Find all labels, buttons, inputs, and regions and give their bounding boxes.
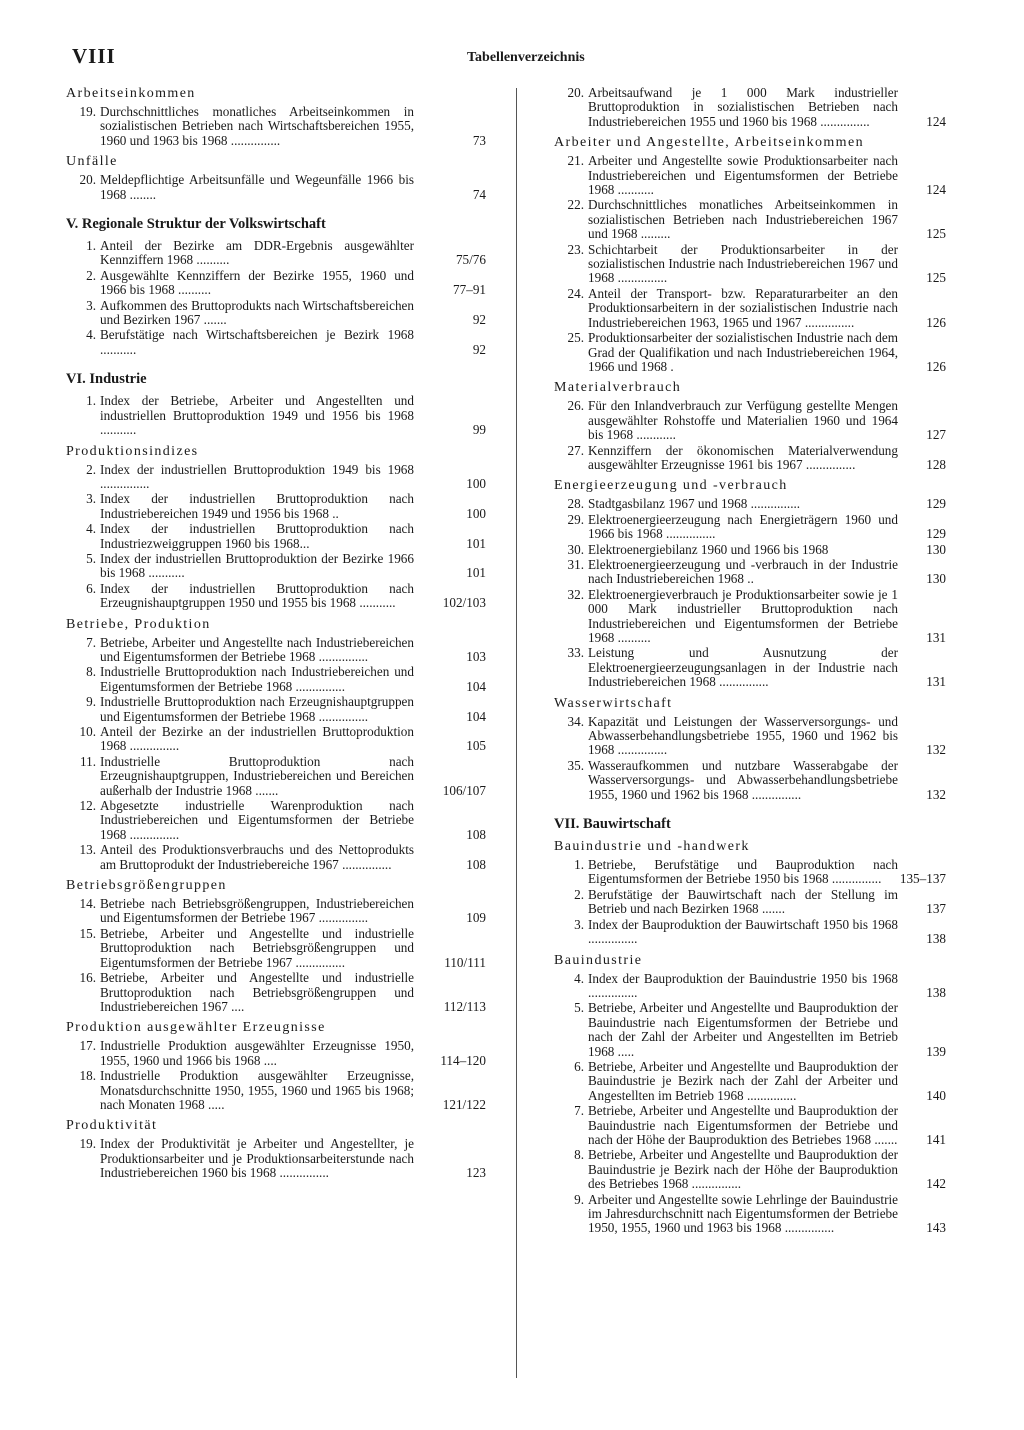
entry-title: Betriebe, Arbeiter und Angestellte und industrielle Bruttoproduktion nach Betriebsgrößengruppen und Eigentumsformen der Betriebe 1967 ...............: [100, 925, 414, 970]
subsection-heading: Wasserwirtschaft: [554, 695, 673, 711]
toc-entry: [60, 971, 486, 1014]
entry-title: Index der industriellen Bruttoproduktion nach Erzeugnishauptgruppen 1950 und 1955 bis 1968 ...........: [100, 580, 414, 611]
entry-number: 3.: [86, 491, 96, 507]
entry-number: 4.: [86, 521, 96, 537]
entry-number: 27.: [567, 442, 584, 458]
entry-title: Wasseraufkommen und nutzbare Wasserabgabe der Wasserversorgungs- und Abwasserbehandlungsbetriebe 1955, 1960 und 1962 bis 1968 ...............: [588, 757, 898, 802]
toc-entry: [548, 399, 946, 442]
subsection-heading: Energieerzeugung und -verbrauch: [554, 478, 788, 494]
entry-number: 1.: [86, 238, 96, 254]
entry-number: 4.: [574, 970, 584, 986]
entry-title: Betriebe, Arbeiter und Angestellte und Bauproduktion der Bauindustrie nach Eigentumsformen der Betriebe und nach der Höhe der Bauproduktion des Betriebes 1968 .......: [588, 1103, 898, 1147]
entry-page: 130: [926, 571, 946, 587]
toc-entry: [548, 513, 946, 542]
entry-title: Index der Produktivität je Arbeiter und Angestellter, je Produktionsarbeiter und je Produktionsarbeiterstunde nach Industriebereichen 1960 bis 1968 ...............: [100, 1136, 414, 1181]
entry-title: Index der Betriebe, Arbeiter und Angestellten und industriellen Bruttoproduktion 1949 und 1956 bis 1968 ...........: [100, 393, 414, 438]
column-divider: [516, 88, 517, 1378]
entry-page: 138: [926, 984, 946, 1000]
toc-entry: [60, 843, 486, 872]
entry-page: 74: [472, 186, 486, 202]
toc-entry: [548, 154, 946, 197]
entry-number: 3.: [86, 297, 96, 313]
entry-title: Betriebe, Arbeiter und Angestellte und Bauproduktion der Bauindustrie je Bezirk nach der Zahl der Arbeiter und Angestellten im Betrieb 1968 ...............: [588, 1058, 898, 1103]
subsection-heading: Materialverbrauch: [554, 380, 682, 396]
toc-entry: [60, 105, 486, 148]
entry-title: Elektroenergiebilanz 1960 und 1966 bis 1968: [588, 541, 829, 557]
toc-entry: [60, 755, 486, 798]
toc-entry: [548, 972, 946, 1001]
toc-entry: [548, 918, 946, 947]
toc-entry: [548, 858, 946, 887]
toc-entry: [548, 1001, 946, 1059]
toc-entry: [548, 588, 946, 646]
entry-number: 7.: [86, 634, 96, 650]
entry-page: 131: [926, 674, 946, 690]
entry-number: 30.: [567, 541, 584, 557]
entry-title: Industrielle Bruttoproduktion nach Industriebereichen und Eigentumsformen der Betriebe 1968 ...............: [100, 664, 414, 694]
subsection-heading: Betriebe, Produktion: [66, 616, 211, 632]
entry-page: 135–137: [899, 871, 946, 887]
entry-title: Index der industriellen Bruttoproduktion nach Industriebereichen 1949 und 1956 bis 1968 ..: [100, 491, 414, 521]
entry-page: 101: [466, 535, 486, 551]
subsection-heading: Unfälle: [66, 154, 118, 170]
entry-number: 6.: [574, 1058, 584, 1074]
entry-page: 104: [466, 678, 486, 694]
entry-title: Industrielle Produktion ausgewählter Erzeugnisse, Monatsdurchschnitte 1950, 1955, 1960 und 1965 bis 1968; nach Monaten 1968 .....: [100, 1068, 414, 1112]
entry-page: 123: [466, 1165, 486, 1181]
entry-number: 11.: [80, 753, 96, 769]
entry-number: 33.: [567, 645, 584, 661]
toc-entry: [548, 497, 946, 511]
entry-page: 100: [466, 505, 486, 521]
entry-number: 21.: [567, 153, 584, 169]
entry-page: 124: [926, 182, 946, 198]
toc-entry: [60, 725, 486, 754]
entry-number: 4.: [86, 327, 96, 343]
entry-number: 10.: [79, 724, 96, 739]
page-number: VIII: [72, 44, 116, 68]
subsection-heading: Bauindustrie: [554, 952, 643, 968]
entry-title: Aufkommen des Bruttoprodukts nach Wirtschaftsbereichen und Bezirken 1967 .......: [100, 297, 414, 328]
toc-entry: [60, 582, 486, 611]
toc-entry: [60, 299, 486, 328]
entry-number: 6.: [86, 580, 96, 596]
entry-page: 101: [466, 565, 486, 581]
entry-title: Produktionsarbeiter der sozialistischen Industrie nach dem Grad der Qualifikation und nach Industriebereichen 1964, 1966 und 1968 .: [588, 330, 898, 374]
entry-number: 31.: [567, 556, 584, 572]
toc-entry: [60, 636, 486, 665]
toc-entry: [60, 897, 486, 926]
entry-page: 127: [926, 427, 946, 443]
entry-number: 15.: [79, 925, 96, 941]
entry-title: Durchschnittliches monatliches Arbeitseinkommen in sozialistischen Betrieben nach Wirtschaftsbereichen 1955, 1960 und 1963 bis 1968 ...............: [100, 104, 414, 148]
entry-page: 100: [466, 475, 486, 491]
entry-number: 3.: [574, 916, 584, 932]
entry-number: 28.: [567, 496, 584, 512]
entry-title: Anteil des Produktionsverbrauchs und des Nettoprodukts am Bruttoprodukt der Industriebereiche 1967 ...............: [100, 842, 414, 872]
entry-page: 132: [926, 786, 946, 802]
entry-title: Index der industriellen Bruttoproduktion nach Industriezweiggruppen 1960 bis 1968...: [100, 521, 414, 551]
entry-number: 5.: [86, 550, 96, 566]
entry-number: 25.: [567, 330, 584, 346]
entry-page: 140: [926, 1087, 946, 1103]
toc-entry: [548, 287, 946, 330]
toc-entry: [60, 1137, 486, 1180]
toc-entry: [548, 646, 946, 689]
entry-number: 9.: [86, 694, 96, 710]
toc-entry: [60, 269, 486, 298]
toc-entry: [60, 1039, 486, 1068]
entry-title: Index der industriellen Bruttoproduktion der Bezirke 1966 bis 1968 ...........: [100, 550, 414, 581]
entry-number: 29.: [567, 511, 584, 527]
entry-page: 108: [466, 856, 486, 872]
entry-title: Betriebe nach Betriebsgrößengruppen, Industriebereichen und Eigentumsformen der Betriebe 1967 ...............: [100, 896, 414, 926]
toc-entry: [60, 1069, 486, 1112]
entry-title: Stadtgasbilanz 1967 und 1968 ...............: [588, 496, 801, 512]
entry-number: 26.: [567, 398, 584, 414]
entry-title: Durchschnittliches monatliches Arbeitseinkommen in sozialistischen Betrieben nach Industriebereichen 1967 und 1968 .........: [588, 197, 898, 242]
entry-number: 2.: [86, 461, 96, 477]
entry-number: 5.: [574, 1000, 584, 1016]
entry-number: 17.: [79, 1038, 96, 1054]
entry-title: Index der Bauproduktion der Bauwirtschaft 1950 bis 1968 ...............: [588, 916, 898, 947]
entry-title: Für den Inlandverbrauch zur Verfügung gestellte Mengen ausgewählter Rohstoffe und Materialien 1960 und 1964 bis 1968 ............: [588, 398, 898, 443]
entry-page: 77–91: [453, 282, 486, 298]
entry-title: Meldepflichtige Arbeitsunfälle und Wegeunfälle 1966 bis 1968 ........: [100, 172, 414, 202]
entry-page: 128: [926, 456, 946, 472]
entry-number: 1.: [86, 393, 96, 409]
entry-title: Arbeiter und Angestellte sowie Produktionsarbeiter nach Industriebereichen und Eigentumsformen der Betriebe 1968 ...........: [588, 153, 898, 198]
entry-number: 20.: [79, 172, 96, 188]
toc-entry: [60, 552, 486, 581]
toc-entry: [60, 173, 486, 202]
toc-entry: [548, 444, 946, 473]
entry-page: 99: [472, 422, 486, 438]
entry-page: 92: [472, 312, 486, 328]
toc-entry: [548, 243, 946, 286]
toc-entry: [548, 543, 946, 557]
entry-title: Berufstätige der Bauwirtschaft nach der Stellung im Betrieb und nach Bezirken 1968 .......: [588, 886, 898, 917]
right-column: [548, 86, 946, 1237]
toc-entry: [60, 799, 486, 842]
entry-title: Arbeiter und Angestellte sowie Lehrlinge der Bauindustrie im Jahresdurchschnitt nach Eigentumsformen der Betriebe 1950, 1955, 1960 und 1963 bis 1968 ...............: [588, 1191, 898, 1236]
toc-entry: [548, 198, 946, 241]
entry-number: 32.: [567, 586, 584, 602]
entry-page: 121/122: [442, 1096, 486, 1112]
toc-entry: [60, 665, 486, 694]
toc-entry: [548, 1104, 946, 1147]
entry-page: 109: [466, 910, 486, 926]
subsection-heading: Produktionsindizes: [66, 443, 199, 459]
entry-page: 126: [926, 314, 946, 330]
entry-page: 125: [926, 270, 946, 286]
left-column: [60, 86, 486, 1182]
entry-number: 19.: [79, 1136, 96, 1152]
entry-title: Anteil der Transport- bzw. Reparaturarbeiter an den Produktionsarbeitern in der sozialistischen Industrie nach Industriebereichen 1963, 1965 und 1967 ...............: [588, 285, 898, 330]
entry-page: 106/107: [442, 782, 486, 798]
section-heading: VI. Industrie: [66, 371, 147, 388]
toc-entry: [548, 1060, 946, 1103]
toc-entry: [548, 86, 946, 129]
entry-title: Elektroenergieerzeugung nach Energieträgern 1960 und 1966 bis 1968 ...............: [588, 511, 898, 542]
entry-title: Berufstätige nach Wirtschaftsbereichen je Bezirk 1968 ...........: [100, 327, 414, 357]
entry-number: 20.: [567, 85, 584, 100]
entry-page: 103: [466, 648, 486, 664]
entry-title: Index der Bauproduktion der Bauindustrie 1950 bis 1968 ...............: [588, 970, 898, 1000]
entry-title: Anteil der Bezirke am DDR-Ergebnis ausgewählter Kennziffern 1968 ..........: [100, 238, 414, 268]
toc-entry: [548, 558, 946, 587]
entry-page: 126: [926, 358, 946, 374]
entry-number: 34.: [567, 713, 584, 729]
entry-title: Elektroenergieerzeugung und -verbrauch in der Industrie nach Industriebereichen 1968 ..: [588, 556, 898, 587]
entry-page: 129: [926, 496, 946, 512]
subsection-heading: Bauindustrie und -handwerk: [554, 839, 750, 855]
entry-number: 2.: [86, 267, 96, 283]
toc-entry: [548, 1193, 946, 1236]
entry-number: 19.: [79, 104, 96, 119]
entry-page: 137: [926, 901, 946, 917]
subsection-heading: Produktion ausgewählter Erzeugnisse: [66, 1020, 326, 1036]
entry-number: 23.: [567, 241, 584, 257]
entry-number: 22.: [567, 197, 584, 213]
entry-page: 142: [926, 1176, 946, 1192]
entry-title: Betriebe, Arbeiter und Angestellte und Bauproduktion der Bauindustrie je Bezirk nach der Höhe der Bauproduktion des Betriebes 1968 ...............: [588, 1147, 898, 1192]
entry-page: 112/113: [443, 998, 486, 1014]
entry-page: 131: [926, 630, 946, 645]
entry-number: 8.: [86, 664, 96, 680]
section-heading: VII. Bauwirtschaft: [554, 816, 671, 833]
toc-entry: [60, 239, 486, 268]
entry-page: 132: [926, 742, 946, 758]
entry-number: 18.: [79, 1068, 96, 1084]
entry-page: 92: [472, 341, 486, 357]
entry-number: 7.: [574, 1103, 584, 1119]
entry-number: 8.: [574, 1147, 584, 1163]
entry-title: Betriebe, Arbeiter und Angestellte nach Industriebereichen und Eigentumsformen der Betriebe 1968 ...............: [100, 634, 414, 664]
entry-page: 124: [926, 113, 946, 129]
entry-page: 110/111: [444, 954, 486, 970]
entry-page: 125: [926, 226, 946, 242]
entry-title: Kennziffern der ökonomischen Materialverwendung ausgewählter Erzeugnisse 1961 bis 1967 ...............: [588, 442, 898, 472]
entry-number: 14.: [79, 896, 96, 912]
toc-entry: [548, 1148, 946, 1191]
entry-page: 108: [466, 826, 486, 842]
toc-entry: [60, 522, 486, 551]
toc-entry: [548, 331, 946, 374]
toc-entry: [548, 715, 946, 758]
toc-entry: [60, 492, 486, 521]
entry-number: 1.: [574, 857, 584, 873]
entry-page: 114–120: [440, 1052, 486, 1068]
entry-title: Betriebe, Arbeiter und Angestellte und industrielle Bruttoproduktion nach Betriebsgrößengruppen und Industriebereichen 1967 ....: [100, 970, 414, 1014]
entry-title: Abgesetzte industrielle Warenproduktion nach Industriebereichen und Eigentumsformen der Betriebe 1968 ...............: [100, 798, 414, 842]
entry-title: Arbeitsaufwand je 1 000 Mark industrieller Bruttoproduktion in sozialistischen Betrieben nach Industriebereichen 1955 und 1960 bis 1968 ...............: [588, 85, 898, 129]
subsection-heading: Betriebsgrößengruppen: [66, 878, 227, 894]
entry-number: 16.: [79, 970, 96, 986]
entry-page: 130: [926, 541, 946, 557]
entry-title: Index der industriellen Bruttoproduktion 1949 bis 1968 ...............: [100, 461, 414, 491]
entry-page: 138: [926, 931, 946, 947]
entry-number: 13.: [79, 842, 96, 858]
entry-title: Industrielle Produktion ausgewählter Erzeugnisse 1950, 1955, 1960 und 1966 bis 1968 ....: [100, 1038, 414, 1068]
toc-entry: [60, 927, 486, 970]
entry-title: Industrielle Bruttoproduktion nach Erzeugnishauptgruppen, Industriebereichen und Bereichen außerhalb der Industrie 1968 .......: [100, 753, 414, 798]
entry-number: 24.: [567, 285, 584, 301]
toc-entry: [548, 888, 946, 917]
toc-entry: [60, 328, 486, 357]
entry-page: 141: [926, 1131, 946, 1147]
entry-number: 2.: [574, 886, 584, 902]
subsection-heading: Arbeiter und Angestellte, Arbeitseinkommen: [554, 135, 864, 151]
entry-title: Anteil der Bezirke an der industriellen Bruttoproduktion 1968 ...............: [100, 724, 414, 754]
entry-title: Schichtarbeit der Produktionsarbeiter in der sozialistischen Industrie nach Industriebereichen 1967 und 1968 ...............: [588, 241, 898, 286]
entry-page: 129: [926, 526, 946, 542]
entry-title: Kapazität und Leistungen der Wasserversorgungs- und Abwasserbehandlungsbetriebe 1955, 1960 und 1962 bis 1968 ...............: [588, 713, 898, 758]
entry-number: 12.: [79, 798, 96, 814]
entry-page: 139: [926, 1043, 946, 1059]
entry-page: 143: [926, 1220, 946, 1236]
subsection-heading: Arbeitseinkommen: [66, 86, 196, 101]
page-header: [72, 44, 932, 74]
running-title: Tabellenverzeichnis: [467, 50, 585, 65]
entry-title: Leistung und Ausnutzung der Elektroenergieerzeugungsanlagen in der Industrie nach Industriebereichen 1968 ...............: [588, 645, 898, 690]
entry-number: 35.: [567, 757, 584, 773]
toc-entry: [548, 759, 946, 802]
entry-title: Ausgewählte Kennziffern der Bezirke 1955, 1960 und 1966 bis 1968 ..........: [100, 267, 414, 298]
subsection-heading: Produktivität: [66, 1118, 158, 1134]
entry-page: 102/103: [442, 595, 486, 611]
entry-number: 9.: [574, 1191, 584, 1207]
entry-page: 75/76: [455, 252, 486, 268]
toc-entry: [60, 394, 486, 437]
entry-title: Betriebe, Arbeiter und Angestellte und Bauproduktion der Bauindustrie nach Eigentumsformen der Betriebe und nach der Zahl der Arbeiter und Angestellten im Betrieb 1968 .....: [588, 1000, 898, 1059]
entry-page: 105: [466, 738, 486, 754]
entry-title: Industrielle Bruttoproduktion nach Erzeugnishauptgruppen und Eigentumsformen der Betriebe 1968 ...............: [100, 694, 414, 724]
section-heading: V. Regionale Struktur der Volkswirtschaft: [66, 216, 326, 233]
entry-title: Elektroenergieverbrauch je Produktionsarbeiter sowie je 1 000 Mark industrieller Bruttoproduktion nach Industriebereichen und Eigentumsformen der Betriebe 1968 ..........: [588, 586, 898, 645]
entry-page: 73: [472, 132, 486, 148]
entry-page: 104: [466, 708, 486, 724]
toc-entry: [60, 695, 486, 724]
entry-title: Betriebe, Berufstätige und Bauproduktion nach Eigentumsformen der Betriebe 1950 bis 1968 ...............: [588, 857, 898, 887]
toc-entry: [60, 463, 486, 492]
